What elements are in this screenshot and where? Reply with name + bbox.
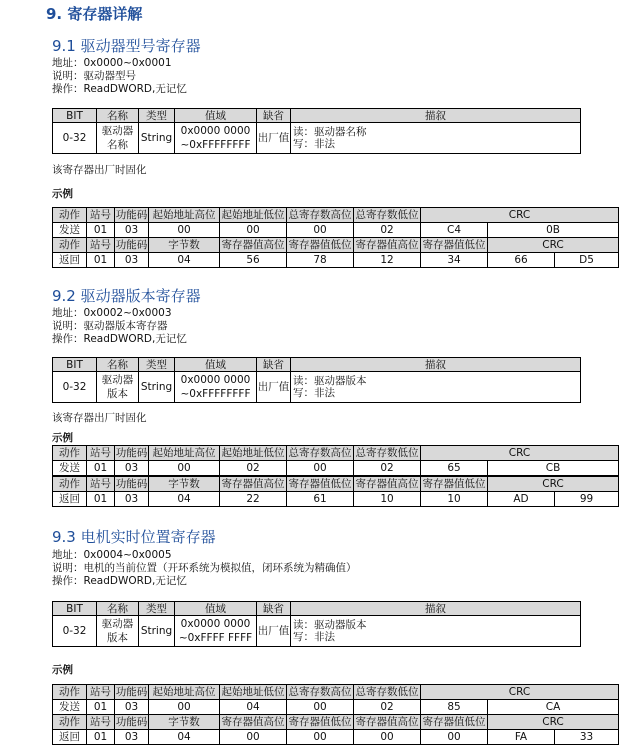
return-table-data-cell: 34 — [421, 253, 488, 268]
send-table-header-cell: 动作 — [53, 685, 87, 700]
send-table-data-cell: 04 — [220, 700, 287, 715]
return-table-data-cell: 返回 — [53, 492, 87, 507]
range-cell: 0x0000 0000 ~0xFFFFFFFF — [175, 372, 257, 403]
send-table-data-cell: 00 — [149, 700, 220, 715]
name-cell: 驱动器名称 — [97, 123, 139, 154]
definition-row — [53, 616, 581, 647]
return-table-header-cell: 寄存器值低位 — [288, 478, 352, 490]
return-table-header-cell: 动作 — [53, 477, 87, 492]
return-table-data-cell: 10 — [354, 492, 421, 507]
section-address: 地址：0x0002~0x0003 — [52, 307, 172, 319]
send-table-data-cell: 00 — [149, 461, 220, 476]
section-note: 该寄存器出厂时固化 — [52, 164, 147, 176]
send-table-header-cell: 总寄存数高位 — [288, 447, 352, 459]
bit-cell: 0-32 — [53, 123, 97, 154]
send-table-data-cell: 03 — [115, 700, 149, 715]
section-desc: 说明：驱动器版本寄存器 — [52, 320, 168, 332]
return-table-data-cell: 00 — [287, 730, 354, 745]
default-cell: 出厂值 — [257, 372, 291, 403]
return-table-header-cell: CRC — [488, 715, 619, 730]
send-table-data-cell: CA — [488, 700, 619, 715]
send-table-header-cell: 起始地址低位 — [221, 447, 285, 459]
return-table-data-cell: 12 — [354, 253, 421, 268]
return-table — [52, 714, 619, 745]
return-table-data-cell: 99 — [555, 492, 619, 507]
return-table-header-cell: 功能码 — [115, 716, 148, 728]
name-cell: 驱动器版本 — [97, 372, 139, 403]
return-table-header-cell: 动作 — [53, 715, 87, 730]
range-cell: 0x0000 0000 ~0xFFFF FFFF — [175, 616, 257, 647]
return-table-header-cell: 字节数 — [149, 477, 220, 492]
example-label: 示例 — [52, 664, 73, 676]
send-table-data-cell: CB — [488, 461, 619, 476]
return-table-data-cell: 03 — [115, 730, 149, 745]
send-table-header-cell: 起始地址高位 — [149, 685, 220, 700]
return-table-data-row — [53, 730, 619, 745]
description-cell — [291, 616, 581, 647]
return-table-header-cell: 寄存器值高位 — [355, 478, 419, 490]
send-table-header-cell: 总寄存数低位 — [355, 209, 419, 221]
bit-cell: 0-32 — [53, 372, 97, 403]
send-table-header-cell: 总寄存数低位 — [355, 447, 419, 459]
section-heading: 9.3 电机实时位置寄存器 — [52, 528, 216, 546]
default-cell: 出厂值 — [257, 123, 291, 154]
send-table-header-cell: 站号 — [87, 208, 115, 223]
definition-row — [53, 372, 581, 403]
send-table-data-row — [53, 700, 619, 715]
return-table-header-cell: 寄存器值低位 — [422, 716, 486, 728]
send-table-data-cell: 发送 — [53, 461, 87, 476]
description-write: 写：非法 — [293, 631, 335, 643]
definition-header-cell: 缺省 — [257, 109, 291, 123]
example-label: 示例 — [52, 432, 73, 444]
send-table-data-cell: 65 — [421, 461, 488, 476]
section-desc: 说明：电机的当前位置（开环系统为模拟值，闭环系统为精确值） — [52, 562, 357, 574]
send-table-data-cell: 00 — [220, 223, 287, 238]
send-table-header-row — [53, 446, 619, 461]
definition-header-cell: BIT — [53, 109, 97, 123]
return-table-header-cell: 寄存器值高位 — [355, 716, 419, 728]
return-table-data-cell: 61 — [287, 492, 354, 507]
return-table-data-cell: 78 — [287, 253, 354, 268]
definition-header-row — [53, 602, 581, 616]
return-table-data-cell: 10 — [421, 492, 488, 507]
definition-row — [53, 123, 581, 154]
return-table-header-cell: CRC — [488, 238, 619, 253]
return-table-data-cell: 04 — [149, 253, 220, 268]
send-table-data-cell: 00 — [287, 461, 354, 476]
return-table-data-cell: 01 — [87, 492, 115, 507]
send-table-header-cell: 站号 — [87, 685, 115, 700]
return-table-data-cell: 00 — [354, 730, 421, 745]
definition-header-cell: 类型 — [139, 109, 175, 123]
section-address: 地址：0x0000~0x0001 — [52, 57, 172, 69]
section-op: 操作：ReadDWORD,无记忆 — [52, 333, 187, 345]
return-table-header-cell: 寄存器值高位 — [221, 716, 285, 728]
send-table-header-cell: CRC — [421, 685, 619, 700]
send-table-data-cell: 00 — [287, 700, 354, 715]
section-note: 该寄存器出厂时固化 — [52, 412, 147, 424]
definition-header-cell: 描叙 — [291, 109, 581, 123]
return-table-data-cell: 33 — [555, 730, 619, 745]
definition-header-cell: 值域 — [175, 109, 257, 123]
description-read: 读：驱动器版本 — [293, 375, 367, 387]
section-op: 操作：ReadDWORD,无记忆 — [52, 83, 187, 95]
return-table-header-cell: 站号 — [87, 477, 115, 492]
send-table — [52, 207, 619, 238]
return-table-data-cell: 返回 — [53, 730, 87, 745]
definition-header-row — [53, 109, 581, 123]
return-table-header-row — [53, 238, 619, 253]
send-table-header-cell: CRC — [421, 208, 619, 223]
return-table-data-cell: 01 — [87, 253, 115, 268]
send-table-data-cell: 发送 — [53, 223, 87, 238]
default-cell: 出厂值 — [257, 616, 291, 647]
return-table-data-cell: 22 — [220, 492, 287, 507]
definition-header-row — [53, 358, 581, 372]
return-table — [52, 476, 619, 507]
name-cell: 驱动器版本 — [97, 616, 139, 647]
return-table-header-cell: 动作 — [53, 238, 87, 253]
return-table-data-cell: 00 — [220, 730, 287, 745]
return-table-header-row — [53, 715, 619, 730]
definition-header-cell: BIT — [53, 358, 97, 372]
send-table-data-row — [53, 223, 619, 238]
definition-header-cell: 类型 — [139, 602, 175, 616]
send-table-header-cell: 起始地址高位 — [149, 446, 220, 461]
send-table-data-cell: 85 — [421, 700, 488, 715]
send-table-data-cell: 00 — [149, 223, 220, 238]
definition-header-cell: 描叙 — [291, 602, 581, 616]
return-table-header-cell: 功能码 — [115, 478, 148, 490]
send-table-header-cell: 功能码 — [115, 209, 148, 221]
description-cell — [291, 123, 581, 154]
description-read: 读：驱动器名称 — [293, 126, 367, 138]
send-table-header-cell: 功能码 — [115, 447, 148, 459]
send-table-data-cell: 01 — [87, 461, 115, 476]
return-table-header-cell: 站号 — [87, 715, 115, 730]
bit-cell: 0-32 — [53, 616, 97, 647]
return-table-data-cell: 66 — [488, 253, 555, 268]
send-table-data-cell: 01 — [87, 223, 115, 238]
send-table-data-cell: 02 — [354, 700, 421, 715]
send-table-data-cell: 03 — [115, 223, 149, 238]
return-table-data-cell: 04 — [149, 492, 220, 507]
send-table-header-cell: 起始地址低位 — [221, 209, 285, 221]
send-table-header-cell: 起始地址高位 — [149, 208, 220, 223]
register-definition-table — [52, 108, 581, 154]
return-table-header-cell: 寄存器值高位 — [221, 239, 285, 251]
page-title: 9. 寄存器详解 — [46, 5, 143, 23]
register-definition-table — [52, 357, 581, 403]
description-write: 写：非法 — [293, 138, 335, 150]
send-table-header-cell: CRC — [421, 446, 619, 461]
return-table-data-cell: D5 — [555, 253, 619, 268]
section-op: 操作：ReadDWORD,无记忆 — [52, 575, 187, 587]
return-table-header-cell: 寄存器值低位 — [422, 239, 486, 251]
register-definition-table — [52, 601, 581, 647]
send-table — [52, 684, 619, 715]
type-cell: String — [139, 372, 175, 403]
return-table-header-cell: 字节数 — [149, 715, 220, 730]
definition-header-cell: 类型 — [139, 358, 175, 372]
return-table-data-cell: 01 — [87, 730, 115, 745]
return-table-data-cell: 03 — [115, 253, 149, 268]
send-table-data-cell: 0B — [488, 223, 619, 238]
send-table-data-cell: 01 — [87, 700, 115, 715]
return-table-header-cell: 寄存器值高位 — [221, 478, 285, 490]
section-address: 地址：0x0004~0x0005 — [52, 549, 172, 561]
return-table-data-cell: 00 — [421, 730, 488, 745]
return-table-data-cell: 03 — [115, 492, 149, 507]
type-cell: String — [139, 123, 175, 154]
description-cell — [291, 372, 581, 403]
send-table-header-row — [53, 685, 619, 700]
return-table-header-cell: 寄存器值低位 — [422, 478, 486, 490]
definition-header-cell: BIT — [53, 602, 97, 616]
definition-header-cell: 描叙 — [291, 358, 581, 372]
definition-header-cell: 缺省 — [257, 358, 291, 372]
return-table-data-cell: 04 — [149, 730, 220, 745]
description-write: 写：非法 — [293, 387, 335, 399]
definition-header-cell: 值域 — [175, 358, 257, 372]
definition-header-cell: 名称 — [97, 109, 139, 123]
return-table-header-cell: 字节数 — [149, 238, 220, 253]
send-table-data-cell: 发送 — [53, 700, 87, 715]
send-table-header-cell: 动作 — [53, 208, 87, 223]
send-table-header-cell: 总寄存数低位 — [355, 686, 419, 698]
section-heading: 9.1 驱动器型号寄存器 — [52, 37, 201, 55]
send-table-data-cell: 02 — [354, 461, 421, 476]
send-table-data-cell: 02 — [354, 223, 421, 238]
send-table-header-row — [53, 208, 619, 223]
send-table-header-cell: 动作 — [53, 446, 87, 461]
send-table-header-cell: 总寄存数高位 — [288, 209, 352, 221]
return-table-header-row — [53, 477, 619, 492]
return-table-data-cell: AD — [488, 492, 555, 507]
send-table-header-cell: 功能码 — [115, 686, 148, 698]
send-table-data-row — [53, 461, 619, 476]
return-table — [52, 237, 619, 268]
send-table-header-cell: 总寄存数高位 — [288, 686, 352, 698]
send-table-data-cell: 00 — [287, 223, 354, 238]
return-table-data-row — [53, 492, 619, 507]
send-table-data-cell: 03 — [115, 461, 149, 476]
return-table-header-cell: CRC — [488, 477, 619, 492]
type-cell: String — [139, 616, 175, 647]
send-table — [52, 445, 619, 476]
definition-header-cell: 缺省 — [257, 602, 291, 616]
definition-header-cell: 名称 — [97, 358, 139, 372]
return-table-header-cell: 寄存器值高位 — [355, 239, 419, 251]
description-read: 读：驱动器版本 — [293, 619, 367, 631]
section-desc: 说明：驱动器型号 — [52, 70, 136, 82]
range-cell: 0x0000 0000 ~0xFFFFFFFF — [175, 123, 257, 154]
return-table-data-cell: 返回 — [53, 253, 87, 268]
send-table-header-cell: 起始地址低位 — [221, 686, 285, 698]
return-table-data-cell: FA — [488, 730, 555, 745]
section-heading: 9.2 驱动器版本寄存器 — [52, 287, 201, 305]
definition-header-cell: 值域 — [175, 602, 257, 616]
example-label: 示例 — [52, 188, 73, 200]
return-table-header-cell: 站号 — [87, 238, 115, 253]
send-table-data-cell: 02 — [220, 461, 287, 476]
send-table-data-cell: C4 — [421, 223, 488, 238]
definition-header-cell: 名称 — [97, 602, 139, 616]
return-table-data-row — [53, 253, 619, 268]
send-table-header-cell: 站号 — [87, 446, 115, 461]
return-table-header-cell: 功能码 — [115, 239, 148, 251]
return-table-header-cell: 寄存器值低位 — [288, 716, 352, 728]
return-table-data-cell: 56 — [220, 253, 287, 268]
return-table-header-cell: 寄存器值低位 — [288, 239, 352, 251]
